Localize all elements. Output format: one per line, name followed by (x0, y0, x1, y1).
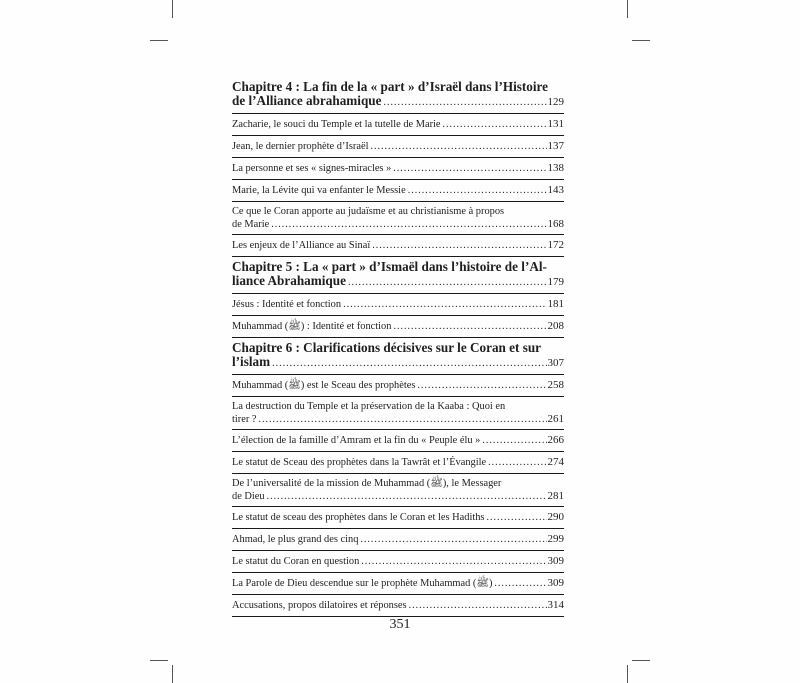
crop-mark (150, 40, 168, 41)
toc-entry-line (232, 555, 564, 568)
toc-entry-line (232, 162, 564, 175)
toc-entry-title: Le statut de Sceau des prophètes dans la Tawrât et l’Évangile (232, 457, 487, 468)
dot-leader (494, 577, 546, 590)
dot-leader (408, 184, 547, 197)
toc-section-entry (232, 316, 564, 338)
toc-entry-line (232, 434, 564, 447)
toc-entry-title: Jean, le dernier prophète d’Israël (232, 141, 369, 152)
dot-leader (259, 413, 547, 426)
toc-section-entry (232, 158, 564, 180)
toc-entry-title-line1: Ce que le Coran apporte au judaïsme et au christianisme à propos (232, 206, 505, 217)
toc-section-entry (232, 397, 564, 430)
toc-page-number: 137 (547, 140, 564, 152)
toc-section-entry (232, 430, 564, 452)
crop-mark (172, 665, 173, 683)
toc-page-number: 281 (547, 490, 564, 502)
toc-section-entry (232, 136, 564, 158)
toc-entry-line (232, 298, 564, 311)
toc-entry-title: Le statut de sceau des prophètes dans le Coran et les Hadiths (232, 512, 485, 523)
crop-mark (632, 660, 650, 661)
toc-page-number: 181 (547, 298, 564, 310)
dot-leader (443, 118, 547, 131)
toc-page-number: 208 (547, 320, 564, 332)
toc-entry-title: Accusations, propos dilatoires et réponses (232, 600, 407, 611)
toc-page-number: 138 (547, 162, 564, 174)
crop-mark (627, 665, 628, 683)
toc-entry-title: La personne et ses « signes-miracles » (232, 163, 392, 174)
toc-section-entry (232, 202, 564, 235)
toc-entry-title: L’élection de la famille d’Amram et la fin du « Peuple élu » (232, 435, 481, 446)
dot-leader (486, 511, 546, 524)
dot-leader (383, 96, 546, 110)
toc-entry-title-line1: Chapitre 6 : Clarifications décisives sur le Coran et sur (232, 340, 542, 355)
toc-entry-line (232, 355, 564, 371)
dot-leader (267, 490, 547, 503)
toc-page-number: 290 (547, 511, 564, 523)
toc-section-entry (232, 573, 564, 595)
toc-entry-line (232, 599, 564, 612)
toc-entry-title: Le statut du Coran en question (232, 556, 360, 567)
dot-leader (393, 162, 546, 175)
toc-section-entry (232, 114, 564, 136)
dot-leader (271, 218, 546, 231)
toc-page-number: 131 (547, 118, 564, 130)
toc-entry-title: Jésus : Identité et fonction (232, 299, 342, 310)
toc-section-entry (232, 235, 564, 257)
toc-entry-title: de Marie (232, 219, 270, 230)
toc-section-entry (232, 452, 564, 474)
toc-entry-title-line1: De l’universalité de la mission de Muhammad (ﷺ), le Messager (232, 478, 502, 489)
toc-chapter-entry (232, 338, 564, 375)
dot-leader (360, 533, 546, 546)
toc-entry-line (232, 490, 564, 503)
toc-entry-line (232, 140, 564, 153)
toc-chapter-entry (232, 257, 564, 294)
toc-entry-line (232, 320, 564, 333)
dot-leader (409, 599, 547, 612)
toc-entry-title: La Parole de Dieu descendue sur le prophète Muhammad (ﷺ) (232, 578, 493, 589)
toc-entry-line (232, 577, 564, 590)
toc-page-number: 172 (547, 239, 564, 251)
dot-leader (361, 555, 546, 568)
toc-entry-line (232, 118, 564, 131)
toc-page-number: 299 (547, 533, 564, 545)
crop-mark (150, 660, 168, 661)
toc-entry-line (232, 184, 564, 197)
dot-leader (343, 298, 546, 311)
toc-entry-title-line1: Chapitre 4 : La fin de la « part » d’Israël dans l’Histoire (232, 79, 549, 94)
dot-leader (417, 379, 546, 392)
dot-leader (372, 239, 546, 252)
crop-mark (172, 0, 173, 18)
dot-leader (370, 140, 546, 153)
toc-entry-title: liance Abrahamique (232, 273, 346, 288)
toc-section-entry (232, 551, 564, 573)
toc-chapter-entry (232, 77, 564, 114)
dot-leader (272, 357, 546, 371)
toc-entry-title: de l’Alliance abrahamique (232, 93, 382, 108)
toc-entry-title: de Dieu (232, 491, 265, 502)
table-of-contents (232, 77, 564, 617)
toc-entry-line (232, 94, 564, 110)
toc-section-entry (232, 294, 564, 316)
toc-section-entry (232, 507, 564, 529)
toc-entry-line (232, 456, 564, 469)
toc-page-number: 274 (547, 456, 564, 468)
dot-leader (488, 456, 546, 469)
toc-entry-line (232, 274, 564, 290)
dot-leader (393, 320, 546, 333)
toc-page-number: 261 (547, 413, 564, 425)
toc-page-number: 307 (547, 357, 564, 369)
toc-section-entry (232, 529, 564, 551)
toc-entry-title: Marie, la Lévite qui va enfanter le Messie (232, 185, 406, 196)
toc-page-number: 266 (547, 434, 564, 446)
toc-section-entry (232, 180, 564, 202)
toc-section-entry (232, 595, 564, 617)
toc-entry-line (232, 413, 564, 426)
toc-page-number: 309 (547, 577, 564, 589)
toc-section-entry (232, 375, 564, 397)
toc-entry-title: Muhammad (ﷺ) : Identité et fonction (232, 321, 392, 332)
toc-entry-title: Muhammad (ﷺ) est le Sceau des prophètes (232, 380, 416, 391)
crop-mark (627, 0, 628, 18)
toc-entry-title: Les enjeux de l’Alliance au Sinaï (232, 240, 371, 251)
toc-entry-line (232, 511, 564, 524)
toc-page-number: 168 (547, 218, 564, 230)
dot-leader (482, 434, 546, 447)
toc-page-number: 258 (547, 379, 564, 391)
toc-entry-title: tirer ? (232, 414, 257, 425)
toc-entry-title: l’islam (232, 354, 271, 369)
toc-entry-title: Ahmad, le plus grand des cinq (232, 534, 359, 545)
page-number: 351 (389, 617, 411, 632)
toc-page-number: 314 (547, 599, 564, 611)
toc-entry-line (232, 218, 564, 231)
toc-entry-line (232, 533, 564, 546)
toc-page-number: 309 (547, 555, 564, 567)
toc-entry-line (232, 239, 564, 252)
toc-section-entry (232, 474, 564, 507)
toc-entry-title-line1: Chapitre 5 : La « part » d’Ismaël dans l’histoire de l’Al- (232, 259, 547, 274)
dot-leader (348, 276, 547, 290)
crop-mark (632, 40, 650, 41)
toc-page-number: 143 (547, 184, 564, 196)
toc-page-number: 129 (547, 96, 564, 108)
toc-page-number: 179 (547, 276, 564, 288)
toc-entry-title: Zacharie, le souci du Temple et la tutelle de Marie (232, 119, 441, 130)
toc-entry-title-line1: La destruction du Temple et la préservation de la Kaaba : Quoi en (232, 401, 506, 412)
toc-entry-line (232, 379, 564, 392)
